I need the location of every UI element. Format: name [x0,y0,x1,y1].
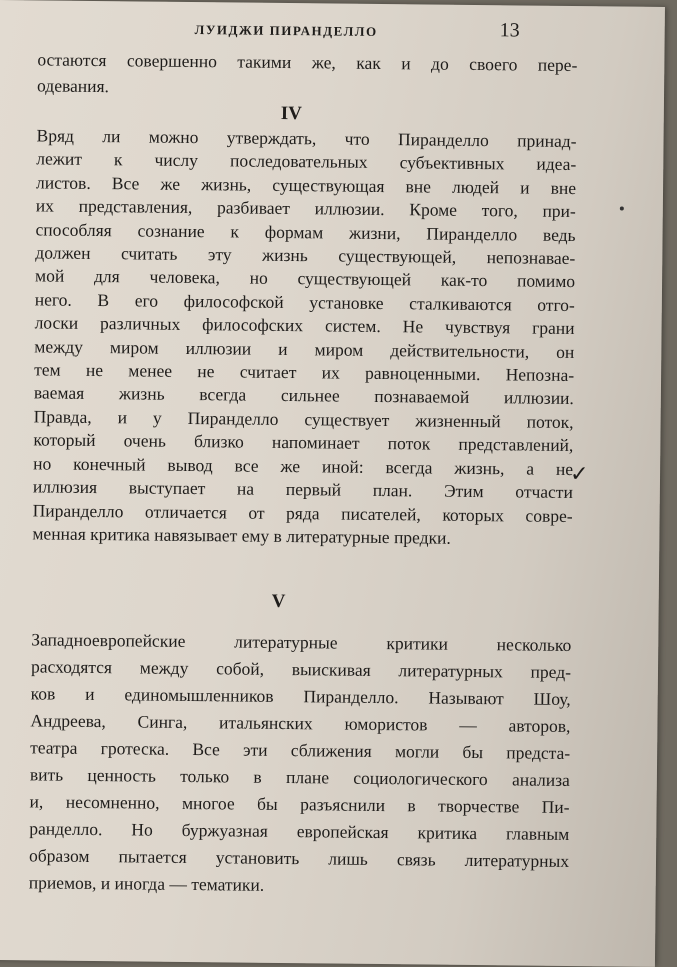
text-line: иллюзия выступает на первый план. Этим отчасти [32,476,573,503]
text-line: него. В его философской установке сталкиваются отго- [34,289,575,315]
text-line: Пиранделло отличается от ряда писателей, которых совре- [32,499,573,526]
text-line: одевания. [37,75,110,97]
text-line: Андреева, Синга, итальянских юмористов — авторов, [30,710,571,737]
section-v-text [29,626,572,902]
checkmark-icon: ✓ [569,460,589,487]
text-line: который очень близко напоминает поток представлений, [33,429,574,456]
text-line: мой для человека, но существующей как-то помимо [35,265,576,292]
section-iv-text [32,124,576,551]
text-line: листов. Все же жизнь, существующая вне людей и вне [35,172,577,198]
text-line: Правда, и у Пиранделло существует жизненный поток, [33,406,574,432]
text-line: способляя сознание к формам жизни, Пиранделло ведь [35,219,576,245]
text-line: ваемая жизнь всегда сильнее познаваемой иллюзии. [33,382,574,409]
text-line: ранделло. Но буржуазная европейская критика главным [29,818,570,845]
text-line: их представления, разбивает иллюзии. Кроме того, при- [35,195,576,222]
text-line: театра гротеска. Все эти сближения могли бы предста- [30,737,571,764]
text-line: лежит к числу последовательных субъективных идеа- [36,148,577,175]
text-line: менная критика навязывает ему в литературные предки. [32,523,451,548]
section-heading-v: V [271,590,286,613]
ink-speck [620,207,624,211]
text-line: остаются совершенно такими же, как и до своего пере- [37,49,578,76]
text-line: но конечный вывод все же иной: всегда жизнь, а не [33,453,574,479]
text-line: Вряд ли можно утверждать, что Пиранделло принад- [36,125,577,152]
page-number: 13 [499,19,520,42]
text-line: расходятся между собой, выискивая литературных пред- [30,656,572,683]
text-line: между миром иллюзии и миром действительности, он [34,336,575,362]
text-line: и, несомненно, многое бы разъяснили в творчестве Пи- [29,791,570,818]
text-line: ков и единомышленников Пиранделло. Называют Шоу, [30,683,571,710]
text-line: образом пытается установить лишь связь литературных [28,845,570,872]
text-line: вить ценность только в плане социологического анализа [29,764,570,791]
text-line: приемов, и иногда — тематики. [28,872,265,895]
text-line: Западноевропейские литературные критики несколько [31,629,572,656]
text-line: должен считать эту жизнь существующей, непознавае- [35,242,576,269]
text-line: тем не менее не считает их равноценными. Непозна- [34,359,575,386]
running-title: ЛУИДЖИ ПИРАНДЕЛЛО [194,22,378,39]
section-heading-iv: IV [280,102,303,125]
carryover-paragraph [37,46,578,104]
text-line: лоски различных философских систем. Не чувствуя грани [34,312,575,339]
